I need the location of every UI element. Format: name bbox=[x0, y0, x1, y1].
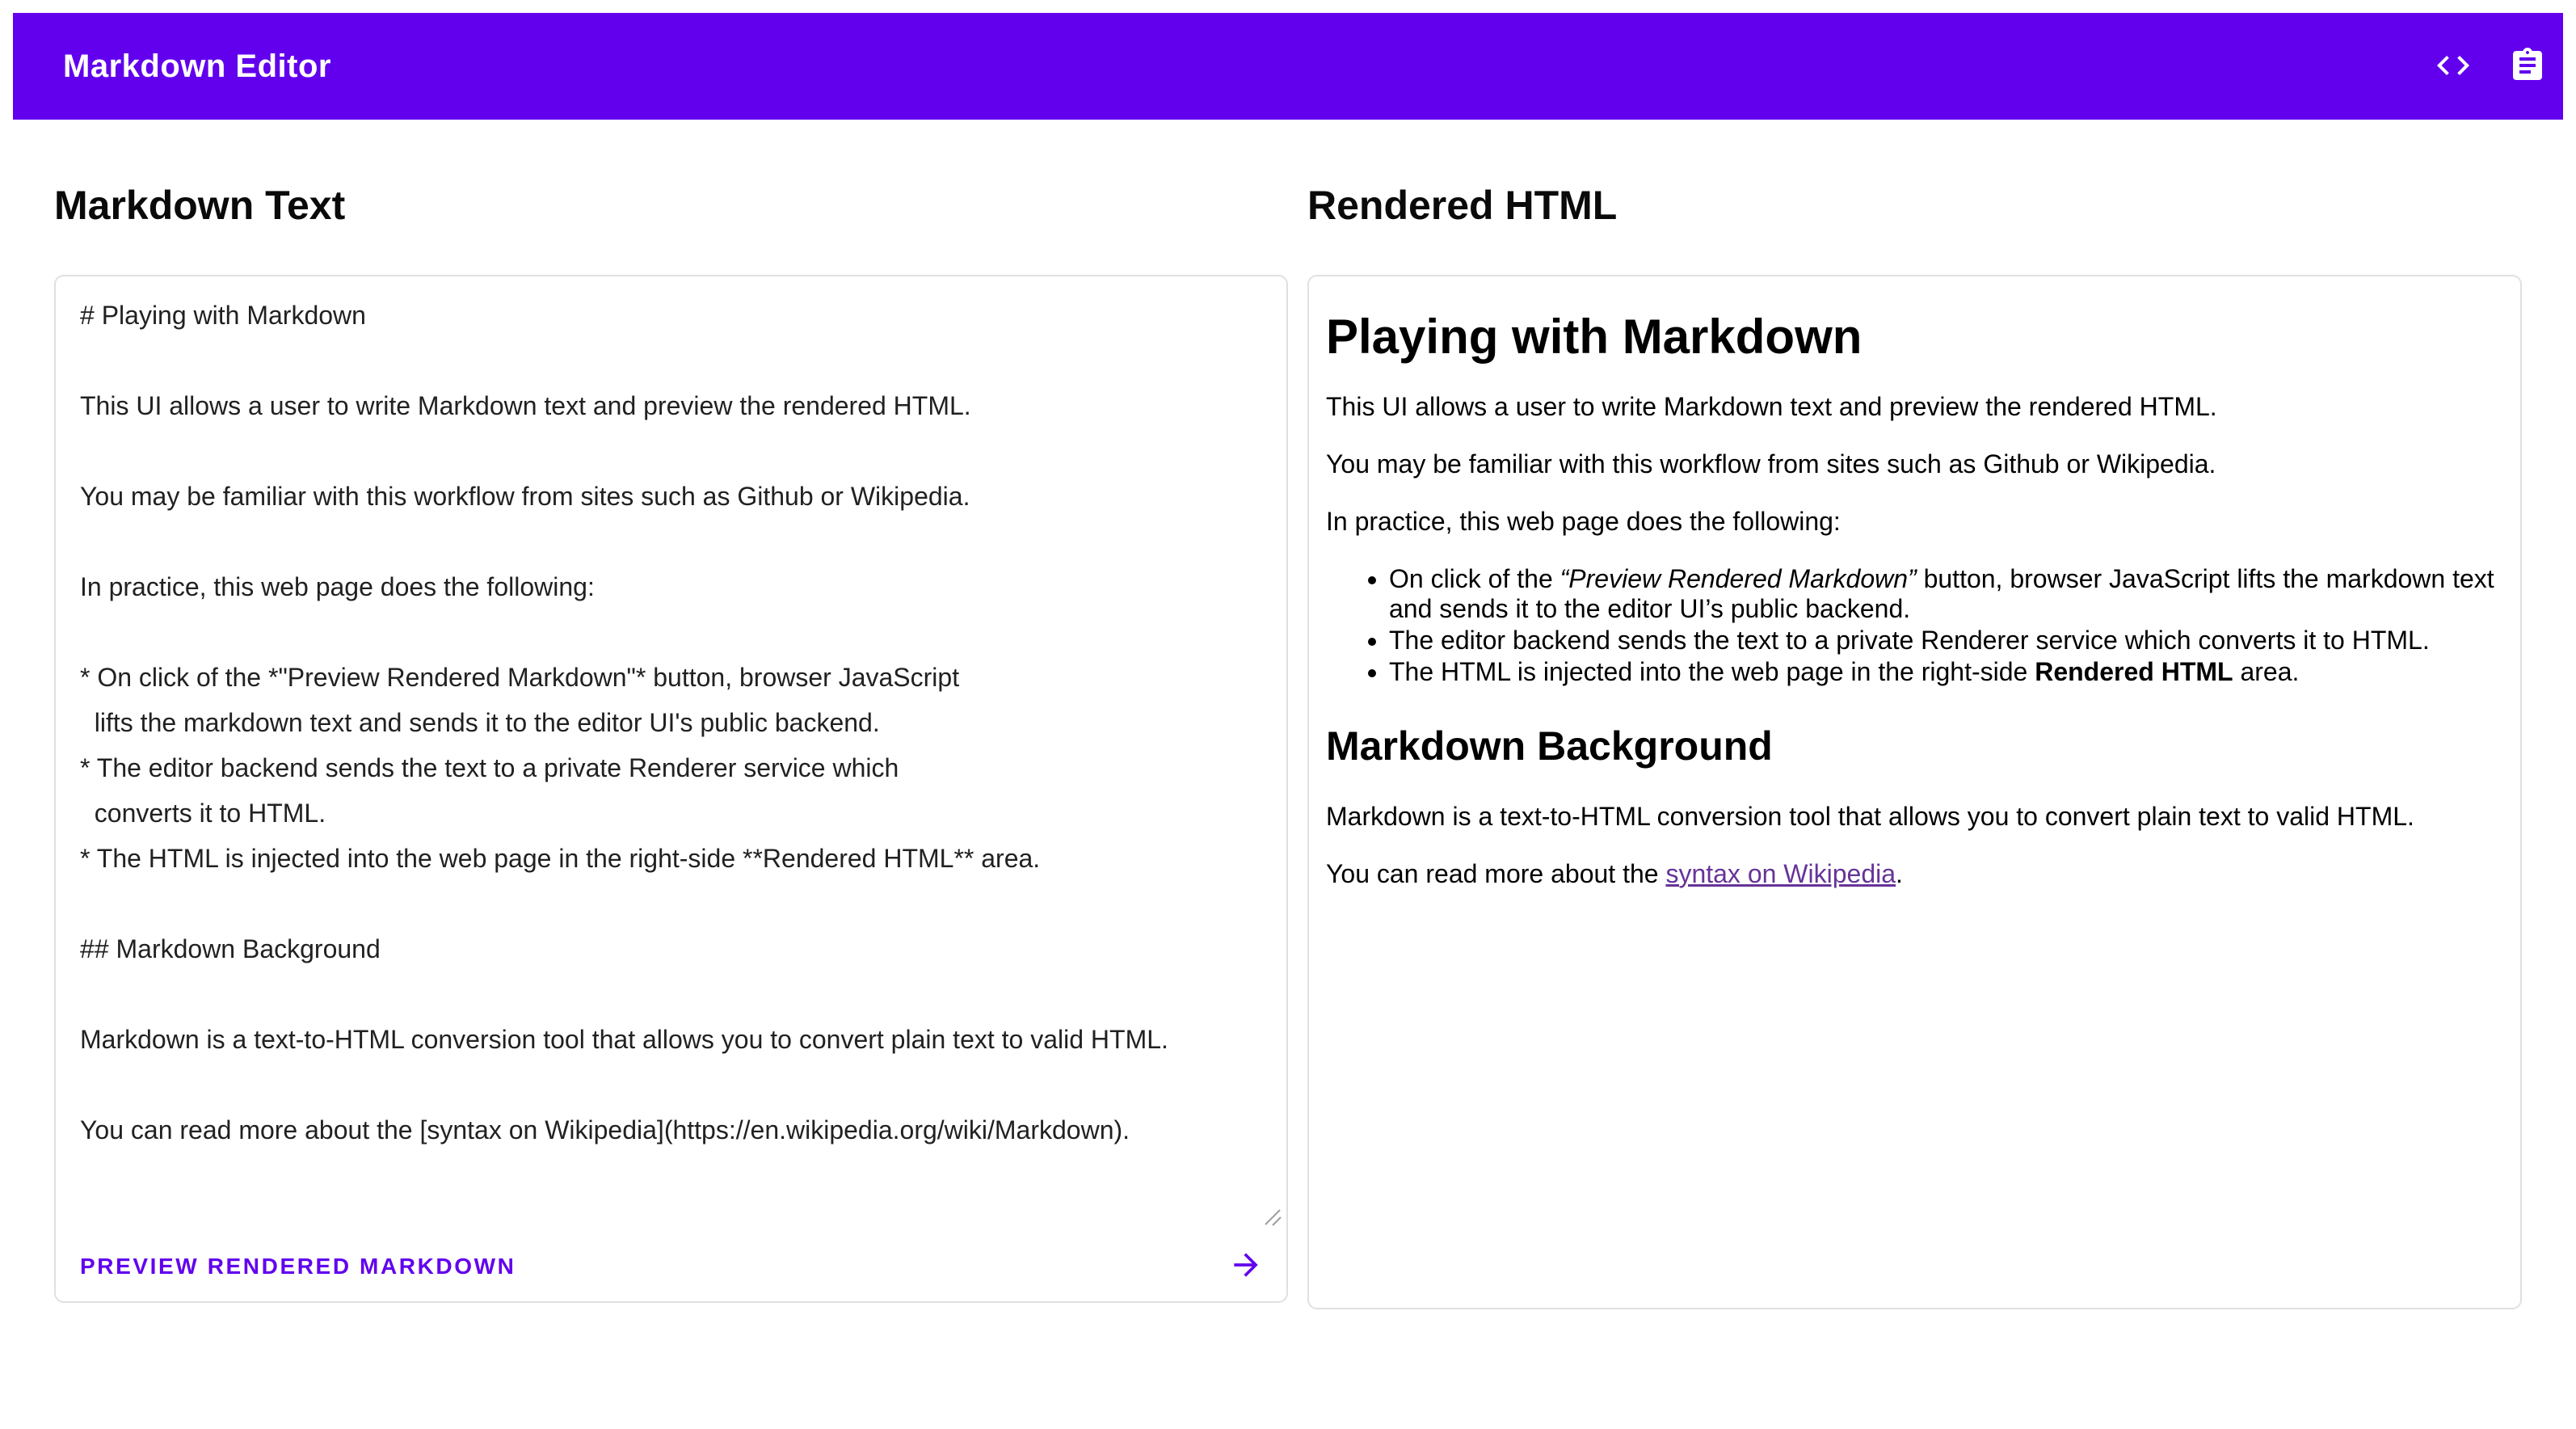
preview-arrow-button[interactable] bbox=[1228, 1249, 1264, 1284]
text-run: area. bbox=[2233, 656, 2300, 686]
preview-column bbox=[1307, 120, 2522, 1309]
code-icon bbox=[2434, 46, 2473, 87]
rendered-h1 bbox=[1326, 309, 2499, 365]
resize-grip[interactable] bbox=[1263, 1208, 1282, 1227]
text-run: Markdown is a text-to-HTML conversion tool that allows you to convert plain text to valid HTML. bbox=[1325, 801, 2414, 831]
clipboard-icon bbox=[2508, 46, 2547, 87]
editor-heading: Markdown Text bbox=[54, 183, 346, 228]
preview-heading: Rendered HTML bbox=[1307, 183, 1618, 228]
main-content bbox=[13, 120, 2563, 1309]
app-title: Markdown Editor bbox=[63, 48, 331, 84]
text-run: You can read more about the bbox=[1325, 858, 1666, 888]
app-bar bbox=[13, 13, 2563, 120]
arrow-forward-icon bbox=[1228, 1247, 1264, 1285]
rendered-p bbox=[1326, 392, 2499, 422]
text-run: button, browser JavaScript lifts the markdown text and sends it to the editor UI’s public backend. bbox=[1388, 563, 2494, 623]
preview-rendered-markdown-button[interactable]: PREVIEW RENDERED MARKDOWN bbox=[80, 1253, 516, 1279]
editor-body bbox=[56, 276, 1286, 1232]
markdown-input[interactable] bbox=[56, 276, 1286, 1232]
rendered-p bbox=[1326, 802, 2499, 832]
preview-card bbox=[1307, 275, 2522, 1309]
rendered-p bbox=[1326, 859, 2499, 889]
text-run: You may be familiar with this workflow from sites such as Github or Wikipedia. bbox=[1325, 449, 2216, 478]
wikipedia-link[interactable]: syntax on Wikipedia bbox=[1665, 858, 1896, 888]
code-icon-button[interactable] bbox=[2434, 47, 2473, 86]
clipboard-icon-button[interactable] bbox=[2508, 47, 2547, 86]
rendered-list-item bbox=[1389, 657, 2499, 687]
text-run: . bbox=[1896, 858, 1903, 888]
editor-footer bbox=[56, 1232, 1286, 1301]
text-run: In practice, this web page does the following: bbox=[1325, 506, 1841, 536]
text-run: Playing with Markdown bbox=[1325, 309, 1863, 364]
rendered-list-item bbox=[1389, 564, 2499, 624]
rendered-list-item bbox=[1389, 626, 2499, 655]
editor-column bbox=[54, 120, 1288, 1309]
editor-card bbox=[54, 275, 1288, 1303]
rendered-p bbox=[1326, 507, 2499, 537]
text-run: The editor backend sends the text to a private Renderer service which converts it to HTML. bbox=[1388, 625, 2430, 655]
text-run: The HTML is injected into the web page in the right-side bbox=[1388, 656, 2035, 686]
text-run: On click of the bbox=[1388, 563, 1560, 593]
italic-text: “Preview Rendered Markdown” bbox=[1559, 563, 1917, 593]
rendered-p bbox=[1326, 449, 2499, 479]
rendered-content bbox=[1326, 309, 2499, 889]
rendered-list bbox=[1326, 564, 2499, 687]
text-run: This UI allows a user to write Markdown text and preview the rendered HTML. bbox=[1325, 391, 2217, 421]
text-run: Markdown Background bbox=[1325, 723, 1773, 769]
bold-text: Rendered HTML bbox=[2035, 656, 2233, 686]
rendered-h2 bbox=[1326, 723, 2499, 769]
